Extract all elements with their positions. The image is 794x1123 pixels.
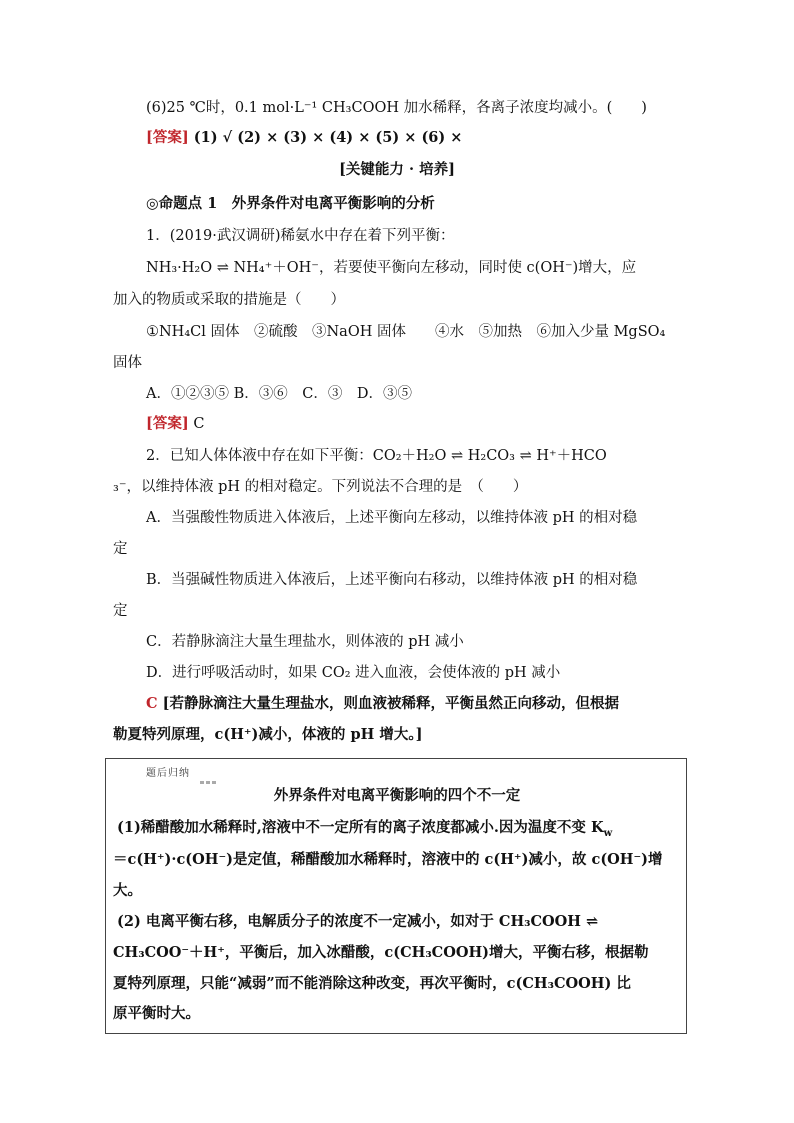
answer-3-line-cont: 勒夏特列原理，c(H⁺)减小，体液的 pH 增大。] [113, 726, 423, 743]
question-1-equation: NH₃·H₂O ⇌ NH₄⁺＋OH⁻，若要使平衡向左移动，同时使 c(OH⁻)增大，应 [146, 260, 637, 276]
summary-tag: 题后归纳 [146, 768, 190, 779]
question-2-stem: 2．已知人体体液中存在如下平衡：CO₂＋H₂O ⇌ H₂CO₃ ⇌ H⁺＋HCO [146, 448, 607, 464]
question-2-option-b: B．当强碱性物质进入体液后，上述平衡向右移动，以维持体液 pH 的相对稳 [146, 572, 638, 588]
question-2-option-c: C．若静脉滴注大量生理盐水，则体液的 pH 减小 [146, 634, 464, 650]
kw-subscript: w [603, 827, 613, 839]
summary-point-1 [117, 818, 612, 844]
answer-2-line [146, 414, 204, 434]
summary-point-2-cont: CH₃COO⁻＋H⁺，平衡后，加入冰醋酸，c(CH₃COOH)增大，平衡右移，根据勒 [113, 944, 649, 961]
question-6-line: (6)25 ℃时，0.1 mol·L⁻¹ CH₃COOH 加水稀释，各离子浓度均减小。( ) [146, 100, 647, 116]
summary-point-1-text: (1)稀醋酸加水稀释时,溶液中不一定所有的离子浓度都减小.因为温度不变 K [117, 819, 604, 836]
summary-title: 外界条件对电离平衡影响的四个不一定 [273, 787, 521, 804]
answer-label: [答案] [146, 129, 189, 146]
summary-point-2-cont2: 夏特列原理，只能“减弱”而不能消除这种改变，再次平衡时，c(CH₃COOH) 比 [113, 975, 631, 992]
question-1-stem: 1．(2019·武汉调研)稀氨水中存在着下列平衡： [146, 228, 455, 244]
proposition-heading: ◎命题点 1 外界条件对电离平衡影响的分析 [146, 195, 435, 212]
question-2-stem-cont: ₃⁻，以维持体液 pH 的相对稳定。下列说法不合理的是 （ ） [113, 479, 528, 495]
summary-point-1-end: 大。 [113, 882, 142, 899]
question-2-option-d: D．进行呼吸活动时，如果 CO₂ 进入血液，会使体液的 pH 减小 [146, 665, 561, 681]
section-heading: [关键能力 · 培养] [339, 161, 455, 178]
answer-1-line [146, 128, 462, 148]
question-2-option-a-cont: 定 [113, 541, 128, 557]
question-1-choices: A．①②③⑤ B．③⑥ C．③ D．③⑤ [146, 386, 412, 402]
answer-label: [答案] [146, 415, 189, 432]
answer-text: (1) √ (2) × (3) × (4) × (5) × (6) × [188, 129, 463, 146]
question-1-options: ①NH₄Cl 固体 ②硫酸 ③NaOH 固体 ④水 ⑤加热 ⑥加入少量 MgSO₄ [146, 324, 666, 340]
question-1-stem-cont: 加入的物质或采取的措施是（ ） [113, 292, 345, 308]
answer-text: C [188, 416, 205, 432]
summary-point-2-end: 原平衡时大。 [113, 1005, 200, 1022]
answer-label: C [146, 695, 158, 712]
question-2-option-b-cont: 定 [113, 603, 128, 619]
question-2-option-a: A．当强酸性物质进入体液后，上述平衡向左移动，以维持体液 pH 的相对稳 [146, 510, 638, 526]
answer-text: [若静脉滴注大量生理盐水，则血液被稀释，平衡虽然正向移动，但根据 [157, 695, 619, 712]
question-1-options-cont: 固体 [113, 355, 142, 371]
tag-decoration [200, 769, 220, 773]
summary-point-1-cont: ＝c(H⁺)·c(OH⁻)是定值，稀醋酸加水稀释时，溶液中的 c(H⁺)减小，故 c(OH⁻)增 [113, 851, 663, 868]
answer-3-line [146, 694, 619, 714]
summary-point-2: (2) 电离平衡右移，电解质分子的浓度不一定减小，如对于 CH₃COOH ⇌ [117, 913, 599, 930]
